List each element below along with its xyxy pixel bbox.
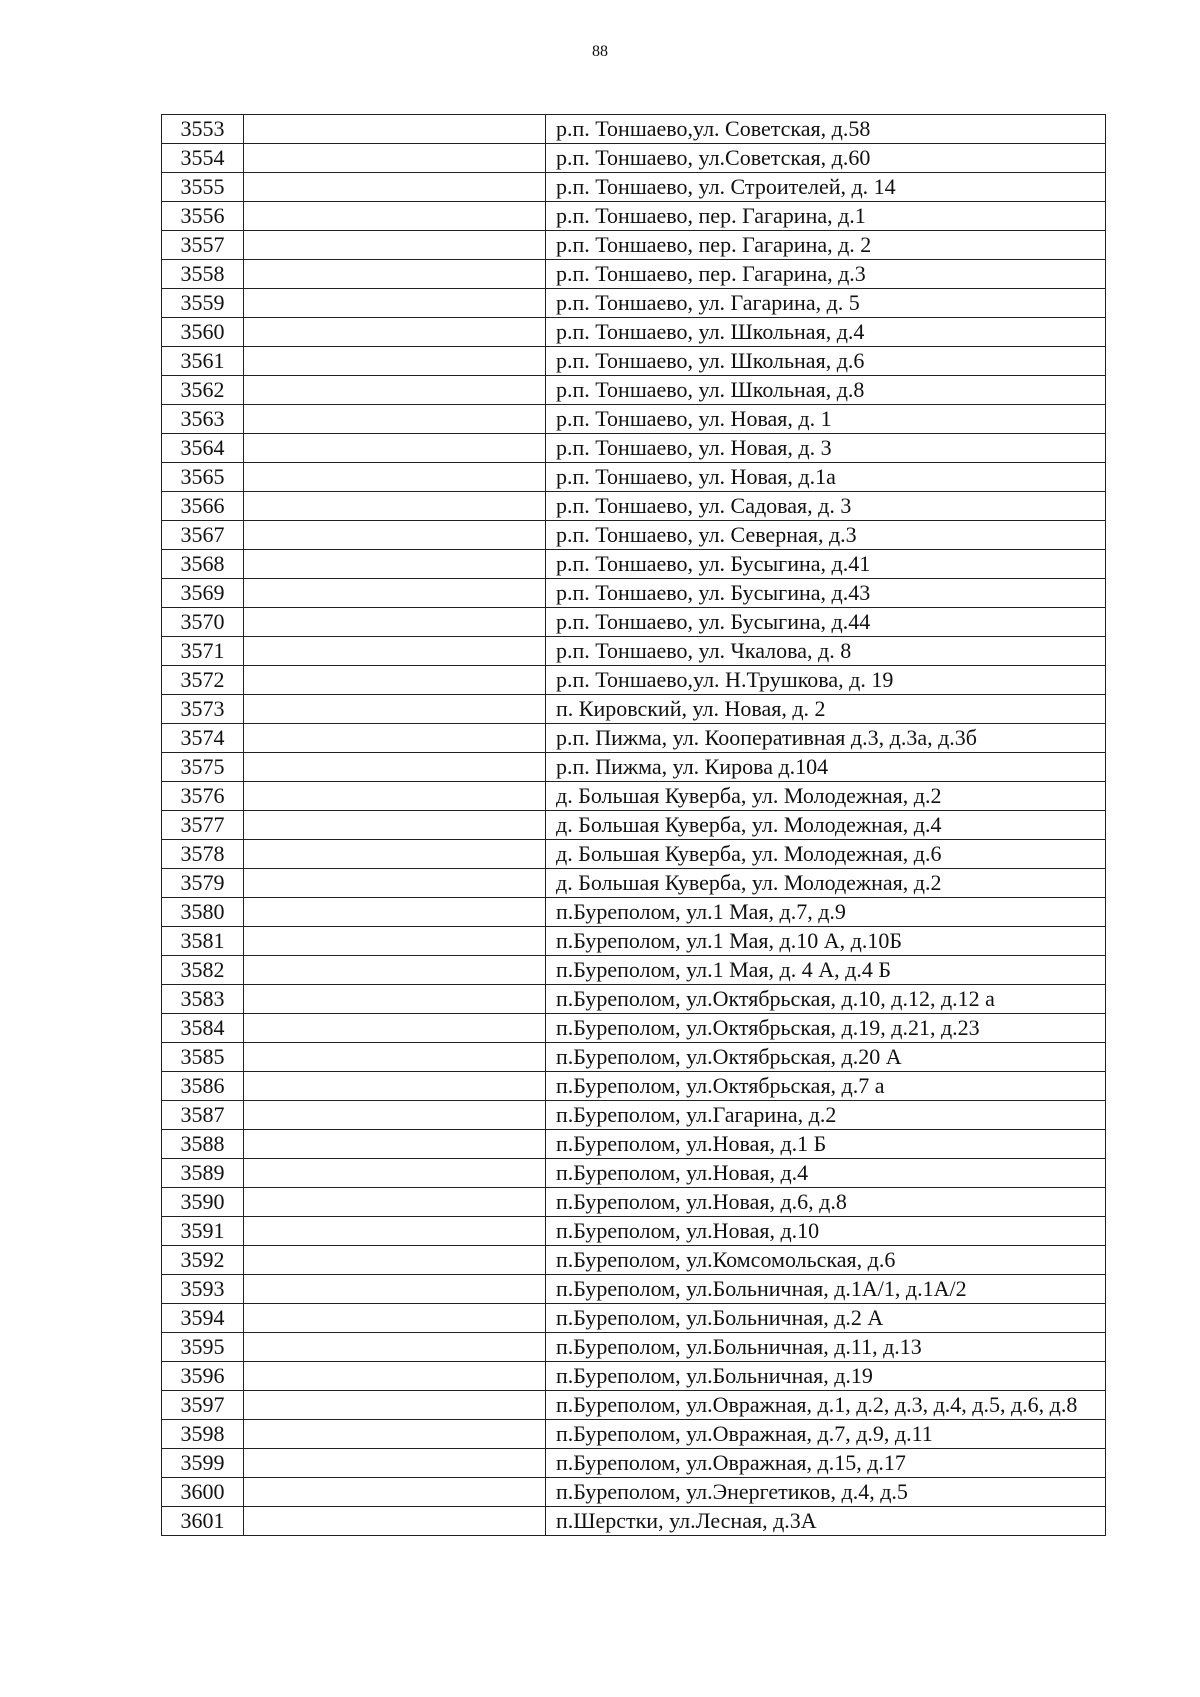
empty-cell [244, 1130, 546, 1159]
row-number-cell: 3558 [162, 260, 244, 289]
table-row [162, 434, 1106, 463]
table-row [162, 550, 1106, 579]
empty-cell [244, 840, 546, 869]
table-row [162, 898, 1106, 927]
address-cell: р.п. Тоншаево, ул. Школьная, д.4 [546, 318, 1106, 347]
table-row [162, 782, 1106, 811]
address-cell: п.Буреполом, ул.Октябрьская, д.19, д.21, д.23 [546, 1014, 1106, 1043]
table-row [162, 811, 1106, 840]
row-number-cell: 3590 [162, 1188, 244, 1217]
table-row [162, 1043, 1106, 1072]
row-number-cell: 3568 [162, 550, 244, 579]
table-row [162, 463, 1106, 492]
table-row [162, 1275, 1106, 1304]
row-number-cell: 3597 [162, 1391, 244, 1420]
address-cell: п.Буреполом, ул.Больничная, д.1А/1, д.1А/2 [546, 1275, 1106, 1304]
empty-cell [244, 782, 546, 811]
empty-cell [244, 463, 546, 492]
row-number-cell: 3573 [162, 695, 244, 724]
empty-cell [244, 1014, 546, 1043]
row-number-cell: 3580 [162, 898, 244, 927]
table-row [162, 521, 1106, 550]
row-number-cell: 3556 [162, 202, 244, 231]
table-row [162, 1101, 1106, 1130]
address-cell: п.Буреполом, ул.Больничная, д.2 А [546, 1304, 1106, 1333]
table-row [162, 1246, 1106, 1275]
address-cell: д. Большая Куверба, ул. Молодежная, д.2 [546, 869, 1106, 898]
empty-cell [244, 637, 546, 666]
row-number-cell: 3582 [162, 956, 244, 985]
address-cell: р.п. Тоншаево, ул. Школьная, д.8 [546, 376, 1106, 405]
address-cell: р.п. Тоншаево,ул. Н.Трушкова, д. 19 [546, 666, 1106, 695]
address-cell: р.п. Тоншаево, ул. Гагарина, д. 5 [546, 289, 1106, 318]
table-row [162, 753, 1106, 782]
row-number-cell: 3585 [162, 1043, 244, 1072]
table-row [162, 1188, 1106, 1217]
table-row [162, 1304, 1106, 1333]
page-number: 88 [592, 43, 608, 60]
row-number-cell: 3586 [162, 1072, 244, 1101]
address-cell: р.п. Тоншаево, ул. Бусыгина, д.43 [546, 579, 1106, 608]
row-number-cell: 3578 [162, 840, 244, 869]
address-cell: р.п. Тоншаево, ул.Советская, д.60 [546, 144, 1106, 173]
address-table [161, 114, 1106, 1536]
empty-cell [244, 695, 546, 724]
empty-cell [244, 231, 546, 260]
empty-cell [244, 173, 546, 202]
table-row [162, 956, 1106, 985]
row-number-cell: 3577 [162, 811, 244, 840]
address-cell: п.Буреполом, ул.Овражная, д.7, д.9, д.11 [546, 1420, 1106, 1449]
address-cell: п.Буреполом, ул.1 Мая, д. 4 А, д.4 Б [546, 956, 1106, 985]
table-row [162, 144, 1106, 173]
address-cell: р.п. Тоншаево, ул. Чкалова, д. 8 [546, 637, 1106, 666]
row-number-cell: 3594 [162, 1304, 244, 1333]
empty-cell [244, 492, 546, 521]
address-cell: р.п. Тоншаево, ул. Новая, д. 1 [546, 405, 1106, 434]
table-row [162, 869, 1106, 898]
empty-cell [244, 550, 546, 579]
empty-cell [244, 347, 546, 376]
table-row [162, 1217, 1106, 1246]
table-row [162, 1130, 1106, 1159]
table-row [162, 202, 1106, 231]
table-row [162, 1449, 1106, 1478]
empty-cell [244, 376, 546, 405]
table-row [162, 115, 1106, 144]
empty-cell [244, 1304, 546, 1333]
row-number-cell: 3575 [162, 753, 244, 782]
table-row [162, 608, 1106, 637]
empty-cell [244, 753, 546, 782]
empty-cell [244, 202, 546, 231]
empty-cell [244, 1159, 546, 1188]
empty-cell [244, 144, 546, 173]
row-number-cell: 3600 [162, 1478, 244, 1507]
address-cell: р.п. Пижма, ул. Кооперативная д.3, д.3а, д.3б [546, 724, 1106, 753]
table-row [162, 695, 1106, 724]
address-cell: р.п. Тоншаево, ул. Новая, д.1а [546, 463, 1106, 492]
row-number-cell: 3562 [162, 376, 244, 405]
address-cell: р.п. Тоншаево,ул. Советская, д.58 [546, 115, 1106, 144]
address-cell: п.Буреполом, ул.Овражная, д.1, д.2, д.3, д.4, д.5, д.6, д.8 [546, 1391, 1106, 1420]
empty-cell [244, 666, 546, 695]
row-number-cell: 3565 [162, 463, 244, 492]
row-number-cell: 3557 [162, 231, 244, 260]
row-number-cell: 3599 [162, 1449, 244, 1478]
empty-cell [244, 1043, 546, 1072]
empty-cell [244, 927, 546, 956]
table-row [162, 637, 1106, 666]
empty-cell [244, 1217, 546, 1246]
empty-cell [244, 1101, 546, 1130]
row-number-cell: 3561 [162, 347, 244, 376]
row-number-cell: 3589 [162, 1159, 244, 1188]
row-number-cell: 3553 [162, 115, 244, 144]
table-row [162, 347, 1106, 376]
address-table-body [162, 115, 1106, 1536]
address-cell: р.п. Пижма, ул. Кирова д.104 [546, 753, 1106, 782]
table-row [162, 405, 1106, 434]
address-cell: п.Буреполом, ул.Новая, д.1 Б [546, 1130, 1106, 1159]
address-cell: р.п. Тоншаево, ул. Бусыгина, д.44 [546, 608, 1106, 637]
address-cell: р.п. Тоншаево, пер. Гагарина, д. 2 [546, 231, 1106, 260]
empty-cell [244, 1391, 546, 1420]
row-number-cell: 3560 [162, 318, 244, 347]
row-number-cell: 3596 [162, 1362, 244, 1391]
row-number-cell: 3572 [162, 666, 244, 695]
address-cell: п.Буреполом, ул.Энергетиков, д.4, д.5 [546, 1478, 1106, 1507]
address-cell: п.Шерстки, ул.Лесная, д.3А [546, 1507, 1106, 1536]
table-row [162, 173, 1106, 202]
empty-cell [244, 608, 546, 637]
address-cell: п.Буреполом, ул.Комсомольская, д.6 [546, 1246, 1106, 1275]
row-number-cell: 3587 [162, 1101, 244, 1130]
address-cell: р.п. Тоншаево, пер. Гагарина, д.3 [546, 260, 1106, 289]
address-cell: п.Буреполом, ул.Новая, д.4 [546, 1159, 1106, 1188]
table-row [162, 1391, 1106, 1420]
empty-cell [244, 898, 546, 927]
row-number-cell: 3581 [162, 927, 244, 956]
empty-cell [244, 724, 546, 753]
address-cell: д. Большая Куверба, ул. Молодежная, д.2 [546, 782, 1106, 811]
empty-cell [244, 811, 546, 840]
empty-cell [244, 1507, 546, 1536]
row-number-cell: 3564 [162, 434, 244, 463]
table-row [162, 318, 1106, 347]
address-cell: п.Буреполом, ул.Овражная, д.15, д.17 [546, 1449, 1106, 1478]
row-number-cell: 3576 [162, 782, 244, 811]
row-number-cell: 3588 [162, 1130, 244, 1159]
row-number-cell: 3571 [162, 637, 244, 666]
empty-cell [244, 869, 546, 898]
table-row [162, 1014, 1106, 1043]
table-row [162, 1362, 1106, 1391]
row-number-cell: 3591 [162, 1217, 244, 1246]
empty-cell [244, 115, 546, 144]
row-number-cell: 3593 [162, 1275, 244, 1304]
table-row [162, 231, 1106, 260]
table-row [162, 1420, 1106, 1449]
address-cell: п.Буреполом, ул.Больничная, д.11, д.13 [546, 1333, 1106, 1362]
row-number-cell: 3559 [162, 289, 244, 318]
table-row [162, 666, 1106, 695]
empty-cell [244, 1333, 546, 1362]
empty-cell [244, 579, 546, 608]
address-cell: п.Буреполом, ул.Новая, д.6, д.8 [546, 1188, 1106, 1217]
address-cell: р.п. Тоншаево, ул. Школьная, д.6 [546, 347, 1106, 376]
empty-cell [244, 405, 546, 434]
address-cell: д. Большая Куверба, ул. Молодежная, д.4 [546, 811, 1106, 840]
empty-cell [244, 318, 546, 347]
row-number-cell: 3563 [162, 405, 244, 434]
row-number-cell: 3583 [162, 985, 244, 1014]
row-number-cell: 3579 [162, 869, 244, 898]
table-row [162, 1478, 1106, 1507]
address-cell: п.Буреполом, ул.1 Мая, д.7, д.9 [546, 898, 1106, 927]
empty-cell [244, 1449, 546, 1478]
row-number-cell: 3601 [162, 1507, 244, 1536]
address-cell: д. Большая Куверба, ул. Молодежная, д.6 [546, 840, 1106, 869]
row-number-cell: 3566 [162, 492, 244, 521]
table-row [162, 289, 1106, 318]
empty-cell [244, 434, 546, 463]
address-cell: п.Буреполом, ул.Новая, д.10 [546, 1217, 1106, 1246]
row-number-cell: 3584 [162, 1014, 244, 1043]
empty-cell [244, 1362, 546, 1391]
address-cell: п.Буреполом, ул.Октябрьская, д.10, д.12, д.12 а [546, 985, 1106, 1014]
address-cell: п.Буреполом, ул.1 Мая, д.10 А, д.10Б [546, 927, 1106, 956]
table-row [162, 1072, 1106, 1101]
row-number-cell: 3595 [162, 1333, 244, 1362]
empty-cell [244, 289, 546, 318]
address-cell: п.Буреполом, ул.Октябрьская, д.7 а [546, 1072, 1106, 1101]
table-row [162, 376, 1106, 405]
empty-cell [244, 521, 546, 550]
address-cell: р.п. Тоншаево, ул. Новая, д. 3 [546, 434, 1106, 463]
address-cell: р.п. Тоншаево, ул. Северная, д.3 [546, 521, 1106, 550]
empty-cell [244, 1478, 546, 1507]
table-row [162, 579, 1106, 608]
table-row [162, 1159, 1106, 1188]
table-row [162, 1333, 1106, 1362]
empty-cell [244, 1275, 546, 1304]
empty-cell [244, 1072, 546, 1101]
row-number-cell: 3570 [162, 608, 244, 637]
empty-cell [244, 260, 546, 289]
row-number-cell: 3555 [162, 173, 244, 202]
table-row [162, 985, 1106, 1014]
address-cell: р.п. Тоншаево, пер. Гагарина, д.1 [546, 202, 1106, 231]
address-cell: р.п. Тоншаево, ул. Бусыгина, д.41 [546, 550, 1106, 579]
row-number-cell: 3592 [162, 1246, 244, 1275]
row-number-cell: 3598 [162, 1420, 244, 1449]
table-row [162, 260, 1106, 289]
table-row [162, 724, 1106, 753]
row-number-cell: 3554 [162, 144, 244, 173]
address-cell: п. Кировский, ул. Новая, д. 2 [546, 695, 1106, 724]
row-number-cell: 3567 [162, 521, 244, 550]
empty-cell [244, 1246, 546, 1275]
address-cell: п.Буреполом, ул.Гагарина, д.2 [546, 1101, 1106, 1130]
table-row [162, 840, 1106, 869]
table-row [162, 927, 1106, 956]
address-cell: п.Буреполом, ул.Октябрьская, д.20 А [546, 1043, 1106, 1072]
address-cell: п.Буреполом, ул.Больничная, д.19 [546, 1362, 1106, 1391]
address-cell: р.п. Тоншаево, ул. Строителей, д. 14 [546, 173, 1106, 202]
row-number-cell: 3569 [162, 579, 244, 608]
row-number-cell: 3574 [162, 724, 244, 753]
table-row [162, 492, 1106, 521]
empty-cell [244, 1188, 546, 1217]
empty-cell [244, 985, 546, 1014]
empty-cell [244, 1420, 546, 1449]
address-cell: р.п. Тоншаево, ул. Садовая, д. 3 [546, 492, 1106, 521]
table-row [162, 1507, 1106, 1536]
empty-cell [244, 956, 546, 985]
